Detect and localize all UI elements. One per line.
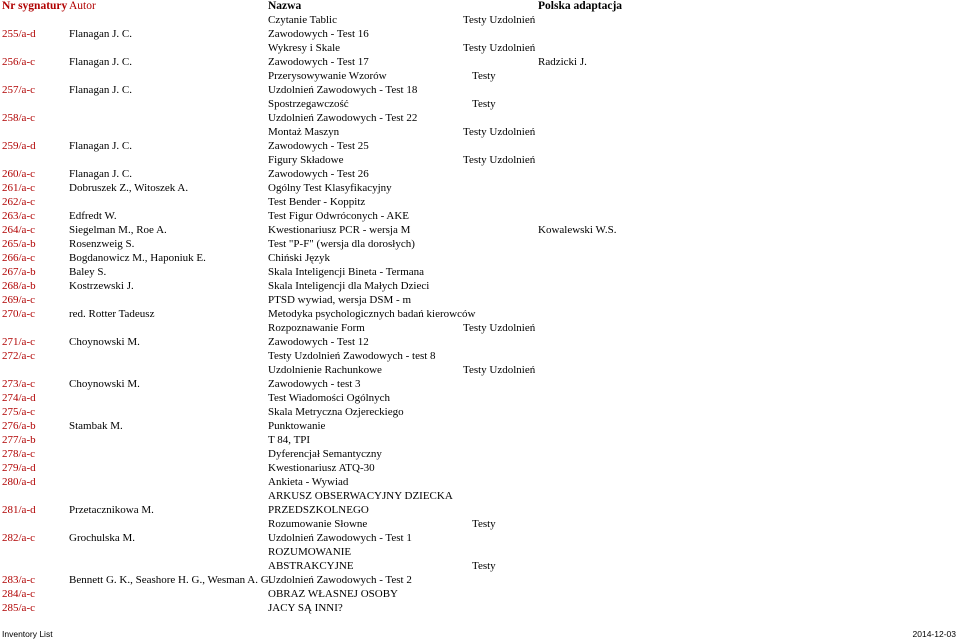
cell-nr-sygnatury: 266/a-c bbox=[2, 252, 35, 264]
cell-nr-sygnatury: 270/a-c bbox=[2, 308, 35, 320]
cell-nazwa-line: Test Figur Odwróconych - AKE bbox=[268, 210, 409, 222]
cell-nazwa-line: Czytanie Tablic bbox=[268, 14, 337, 26]
cell-nazwa-line: Zawodowych - Test 16 bbox=[268, 28, 369, 40]
cell-nr-sygnatury: 278/a-c bbox=[2, 448, 35, 460]
cell-nr-sygnatury: 273/a-c bbox=[2, 378, 35, 390]
cell-nazwa-line: Uzdolnień Zawodowych - Test 22 bbox=[268, 112, 418, 124]
cell-nr-sygnatury: 262/a-c bbox=[2, 196, 35, 208]
cell-nazwa-line: Ogólny Test Klasyfikacyjny bbox=[268, 182, 392, 194]
cell-nazwa-line: Uzdolnień Zawodowych - Test 2 bbox=[268, 574, 412, 586]
cell-nazwa-line: Skala Inteligencji Bineta - Termana bbox=[268, 266, 425, 278]
cell-nr-sygnatury: 255/a-d bbox=[2, 28, 36, 40]
header-polska-adaptacja: Polska adaptacja bbox=[538, 0, 623, 12]
cell-nr-sygnatury: 269/a-c bbox=[2, 294, 35, 306]
cell-nazwa-line: ABSTRAKCYJNE bbox=[268, 560, 354, 572]
cell-nazwa-line: Rozpoznawanie Form bbox=[268, 322, 365, 334]
cell-nazwa-line: Metodyka psychologicznych badań kierowców bbox=[268, 308, 476, 320]
cell-autor: Bennett G. K., Seashore H. G., Wesman A. G. bbox=[69, 574, 272, 586]
cell-seria: Testy Uzdolnień bbox=[463, 42, 536, 54]
cell-nazwa-line: Skala Inteligencji dla Małych Dzieci bbox=[268, 280, 430, 292]
cell-nazwa-line: Skala Metryczna Ozjereckiego bbox=[268, 406, 404, 418]
cell-autor: Edfredt W. bbox=[69, 210, 117, 222]
cell-nr-sygnatury: 280/a-d bbox=[2, 476, 36, 488]
cell-seria: Testy Uzdolnień bbox=[463, 322, 536, 334]
cell-seria: Testy bbox=[472, 560, 496, 572]
cell-autor: Stambak M. bbox=[69, 420, 123, 432]
cell-autor: Flanagan J. C. bbox=[69, 56, 132, 68]
cell-nazwa-line: Test Wiadomości Ogólnych bbox=[268, 392, 391, 404]
cell-autor: Rosenzweig S. bbox=[69, 238, 135, 250]
cell-seria: Testy bbox=[472, 98, 496, 110]
cell-nr-sygnatury: 260/a-c bbox=[2, 168, 35, 180]
cell-autor: Baley S. bbox=[69, 266, 107, 278]
cell-nazwa-line: ARKUSZ OBSERWACYJNY DZIECKA bbox=[268, 490, 453, 502]
cell-nazwa-line: Zawodowych - Test 26 bbox=[268, 168, 369, 180]
cell-nr-sygnatury: 277/a-b bbox=[2, 434, 36, 446]
cell-nr-sygnatury: 283/a-c bbox=[2, 574, 35, 586]
cell-nr-sygnatury: 285/a-c bbox=[2, 602, 35, 614]
cell-nazwa-line: Test Bender - Koppitz bbox=[268, 196, 366, 208]
cell-nazwa-line: JACY SĄ INNI? bbox=[268, 602, 343, 614]
cell-nr-sygnatury: 282/a-c bbox=[2, 532, 35, 544]
cell-nr-sygnatury: 263/a-c bbox=[2, 210, 35, 222]
cell-nazwa-line: Zawodowych - test 3 bbox=[268, 378, 361, 390]
cell-nazwa-line: Punktowanie bbox=[268, 420, 326, 432]
cell-nr-sygnatury: 284/a-c bbox=[2, 588, 35, 600]
cell-autor: Flanagan J. C. bbox=[69, 84, 132, 96]
cell-seria: Testy Uzdolnień bbox=[463, 14, 536, 26]
cell-nazwa-line: Uzdolnień Zawodowych - Test 18 bbox=[268, 84, 418, 96]
cell-nr-sygnatury: 281/a-d bbox=[2, 504, 36, 516]
cell-autor: Flanagan J. C. bbox=[69, 168, 132, 180]
cell-autor: Choynowski M. bbox=[69, 378, 140, 390]
cell-seria: Testy bbox=[472, 518, 496, 530]
cell-nazwa-line: Przerysowywanie Wzorów bbox=[268, 70, 387, 82]
cell-nazwa-line: Montaż Maszyn bbox=[268, 126, 340, 138]
cell-polska-adaptacja: Kowalewski W.S. bbox=[538, 224, 617, 236]
cell-nazwa-line: Testy Uzdolnień Zawodowych - test 8 bbox=[268, 350, 436, 362]
cell-nazwa-line: T 84, TPI bbox=[268, 434, 311, 446]
cell-nazwa-line: PRZEDSZKOLNEGO bbox=[268, 504, 369, 516]
cell-polska-adaptacja: Radzicki J. bbox=[538, 56, 587, 68]
cell-nazwa-line: Ankieta - Wywiad bbox=[268, 476, 349, 488]
cell-seria: Testy Uzdolnień bbox=[463, 154, 536, 166]
cell-autor: Bogdanowicz M., Haponiuk E. bbox=[69, 252, 206, 264]
cell-autor: Przetacznikowa M. bbox=[69, 504, 154, 516]
header-nr-sygnatury: Nr sygnatury bbox=[2, 0, 68, 12]
cell-nr-sygnatury: 267/a-b bbox=[2, 266, 36, 278]
cell-nr-sygnatury: 268/a-b bbox=[2, 280, 36, 292]
cell-autor: Siegelman M., Roe A. bbox=[69, 224, 167, 236]
cell-nazwa-line: Uzdolnienie Rachunkowe bbox=[268, 364, 382, 376]
cell-nazwa-line: Zawodowych - Test 25 bbox=[268, 140, 369, 152]
cell-autor: Kostrzewski J. bbox=[69, 280, 134, 292]
footer-date: 2014-12-03 bbox=[912, 629, 956, 639]
cell-nr-sygnatury: 274/a-d bbox=[2, 392, 36, 404]
cell-nr-sygnatury: 261/a-c bbox=[2, 182, 35, 194]
cell-nazwa-line: OBRAZ WŁASNEJ OSOBY bbox=[268, 588, 398, 600]
cell-nazwa-line: Kwestionariusz ATQ-30 bbox=[268, 462, 375, 474]
cell-nr-sygnatury: 271/a-c bbox=[2, 336, 35, 348]
cell-seria: Testy bbox=[472, 70, 496, 82]
cell-autor: Grochulska M. bbox=[69, 532, 135, 544]
cell-nr-sygnatury: 272/a-c bbox=[2, 350, 35, 362]
cell-nr-sygnatury: 276/a-b bbox=[2, 420, 36, 432]
cell-nr-sygnatury: 275/a-c bbox=[2, 406, 35, 418]
cell-nazwa-line: Kwestionariusz PCR - wersja M bbox=[268, 224, 411, 236]
cell-autor: red. Rotter Tadeusz bbox=[69, 308, 155, 320]
cell-nr-sygnatury: 264/a-c bbox=[2, 224, 35, 236]
cell-nazwa-line: Rozumowanie Słowne bbox=[268, 518, 368, 530]
cell-autor: Flanagan J. C. bbox=[69, 140, 132, 152]
cell-nazwa-line: Spostrzegawczość bbox=[268, 98, 349, 110]
cell-nazwa-line: Wykresy i Skale bbox=[268, 42, 341, 54]
cell-nazwa-line: ROZUMOWANIE bbox=[268, 546, 352, 558]
cell-seria: Testy Uzdolnień bbox=[463, 126, 536, 138]
cell-autor: Dobruszek Z., Witoszek A. bbox=[69, 182, 189, 194]
cell-nazwa-line: Uzdolnień Zawodowych - Test 1 bbox=[268, 532, 412, 544]
cell-nazwa-line: Zawodowych - Test 17 bbox=[268, 56, 369, 68]
cell-seria: Testy Uzdolnień bbox=[463, 364, 536, 376]
cell-nazwa-line: Dyferencjał Semantyczny bbox=[268, 448, 382, 460]
cell-nazwa-line: Chiński Język bbox=[268, 252, 331, 264]
cell-autor: Flanagan J. C. bbox=[69, 28, 132, 40]
cell-nr-sygnatury: 279/a-d bbox=[2, 462, 36, 474]
cell-nazwa-line: Zawodowych - Test 12 bbox=[268, 336, 369, 348]
header-nazwa: Nazwa bbox=[268, 0, 302, 12]
cell-nazwa-line: Test "P-F" (wersja dla dorosłych) bbox=[268, 238, 415, 250]
footer-title: Inventory List bbox=[2, 629, 53, 639]
cell-nr-sygnatury: 259/a-d bbox=[2, 140, 36, 152]
header-autor: Autor bbox=[69, 0, 96, 12]
cell-nr-sygnatury: 257/a-c bbox=[2, 84, 35, 96]
cell-nazwa-line: PTSD wywiad, wersja DSM - m bbox=[268, 294, 411, 306]
cell-nr-sygnatury: 258/a-c bbox=[2, 112, 35, 124]
cell-nazwa-line: Figury Składowe bbox=[268, 154, 344, 166]
cell-nr-sygnatury: 265/a-b bbox=[2, 238, 36, 250]
cell-nr-sygnatury: 256/a-c bbox=[2, 56, 35, 68]
cell-autor: Choynowski M. bbox=[69, 336, 140, 348]
